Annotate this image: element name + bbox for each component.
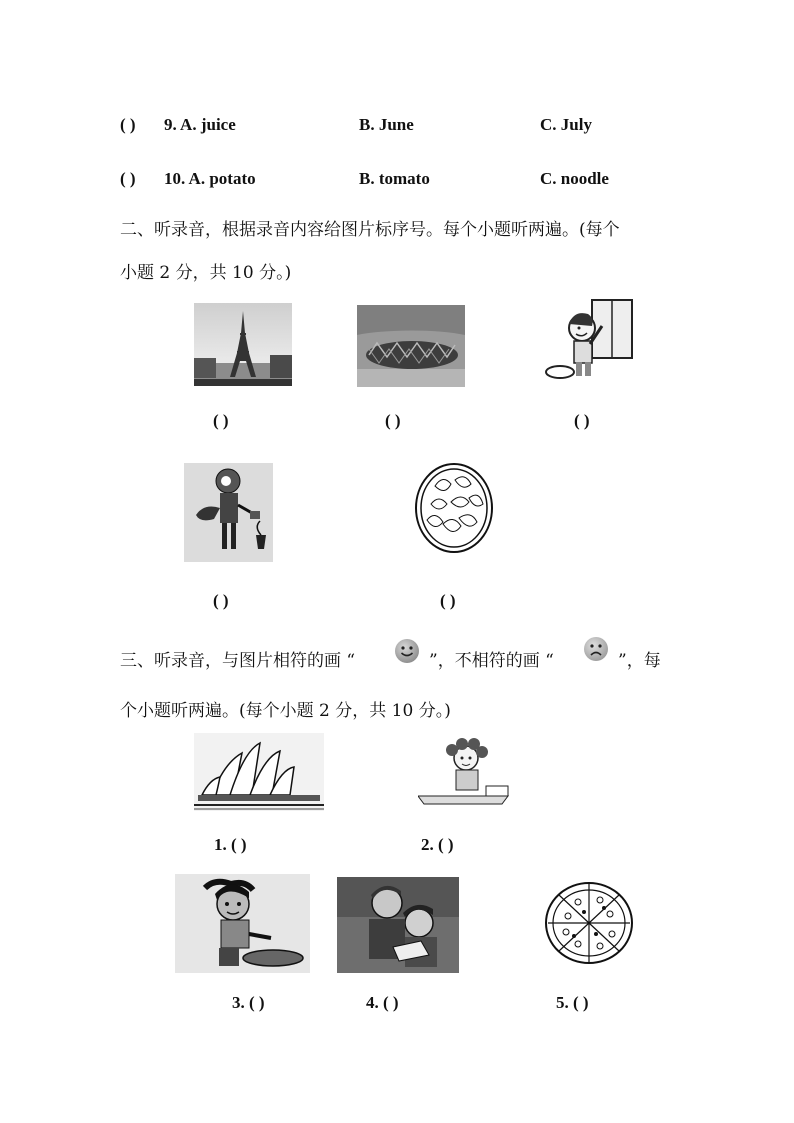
part2-blank-2[interactable]: ( ): [385, 411, 401, 430]
part2-heading-line1: 二、听录音，根据录音内容给图片标序号。每个小题听两遍。(每个: [120, 220, 620, 240]
part3-label-2[interactable]: 2. ( ): [421, 835, 454, 854]
part3-heading-line2: 个小题听两遍。(每个小题 2 分，共 10 分。): [120, 701, 451, 721]
smiley-face-icon: [393, 637, 421, 665]
q10-option-b: B. tomato: [359, 169, 430, 188]
two-boys-reading-image: [337, 877, 459, 973]
q9-option-b: B. June: [359, 115, 414, 134]
part2-blank-1[interactable]: ( ): [213, 411, 229, 430]
dumplings-plate-image: [413, 462, 495, 554]
q9-option-a: 9. A. juice: [164, 115, 236, 134]
part2-blank-5[interactable]: ( ): [440, 591, 456, 610]
part3-heading-a: 三、听录音，与图片相符的画 “: [120, 651, 356, 671]
pizza-image: [542, 878, 636, 968]
part2-blank-4[interactable]: ( ): [213, 591, 229, 610]
cartoon-watering-plant-image: [184, 463, 273, 562]
part2-blank-3[interactable]: ( ): [574, 411, 590, 430]
girl-making-food-image: [418, 738, 518, 808]
q9-answer-blank[interactable]: ( ): [120, 115, 136, 134]
sydney-opera-house-image: [194, 733, 324, 811]
part3-label-3[interactable]: 3. ( ): [232, 993, 265, 1012]
eiffel-tower-image: [194, 303, 292, 386]
part3-label-4[interactable]: 4. ( ): [366, 993, 399, 1012]
q9-option-c: C. July: [540, 115, 592, 134]
part3-heading-c: ”，每: [618, 651, 661, 671]
q10-option-c: C. noodle: [540, 169, 609, 188]
part2-heading-line2: 小题 2 分，共 10 分。): [120, 263, 292, 283]
birds-nest-stadium-image: [357, 305, 465, 387]
part3-label-1[interactable]: 1. ( ): [214, 835, 247, 854]
part3-label-5[interactable]: 5. ( ): [556, 993, 589, 1012]
part3-heading-b: ”，不相符的画 “: [429, 651, 554, 671]
girl-washing-clothes-image: [175, 874, 310, 973]
q10-option-a: 10. A. potato: [164, 169, 256, 188]
boy-cleaning-window-image: [544, 298, 636, 384]
sad-face-icon: [582, 635, 610, 663]
q10-answer-blank[interactable]: ( ): [120, 169, 136, 188]
